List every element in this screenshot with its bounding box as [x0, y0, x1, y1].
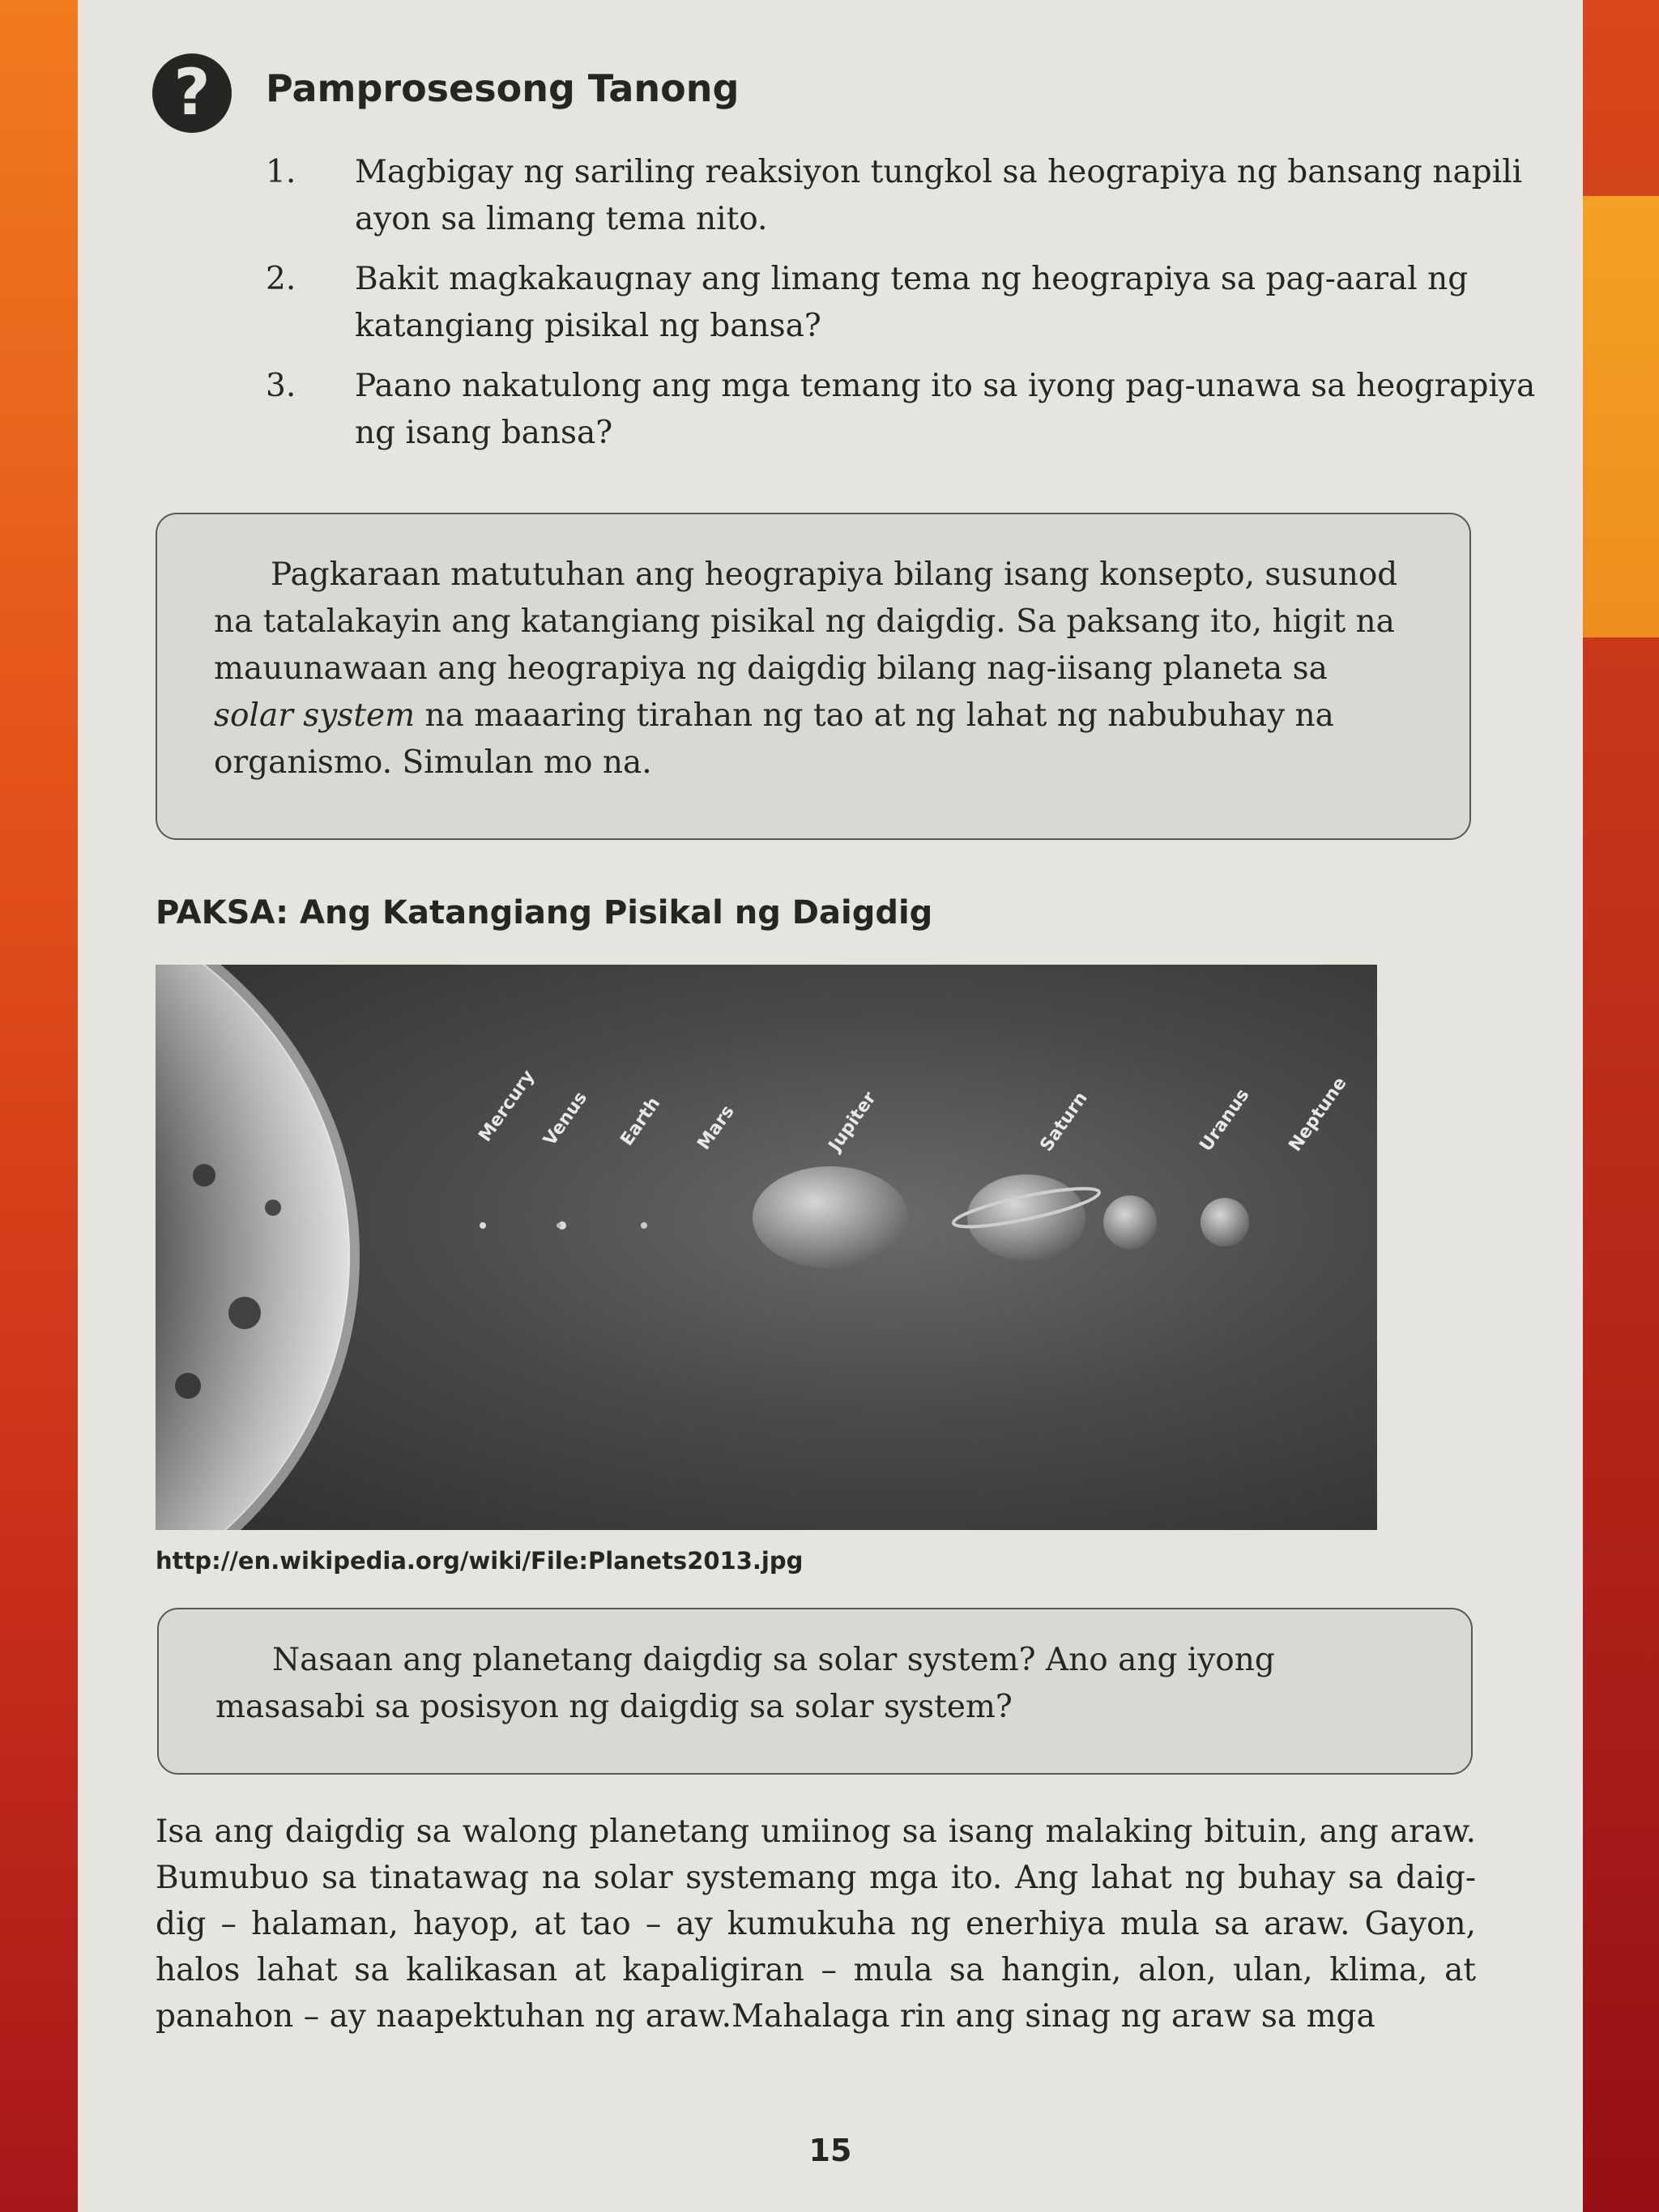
solar-system-illustration	[156, 965, 1377, 1530]
planet-label-earth: Earth	[616, 1093, 665, 1150]
mars-planet	[641, 1222, 647, 1229]
uranus-planet	[1103, 1196, 1157, 1249]
background-accent-tab	[1581, 196, 1659, 637]
saturn-planet	[967, 1174, 1085, 1260]
sun-crater	[175, 1373, 201, 1399]
question-number: 2.	[266, 261, 296, 297]
section-title: Pamprosesong Tanong	[266, 66, 740, 110]
planet-label-uranus: Uranus	[1196, 1085, 1254, 1156]
sun-shape	[156, 965, 350, 1530]
question-text: Magbigay ng sariling reaksiyon tungkol sa heograpiya ng bansang napili ayon sa limang tema nito.	[355, 154, 1523, 237]
planet-label-saturn: Saturn	[1036, 1088, 1092, 1156]
mercury-planet	[480, 1222, 486, 1229]
planet-label-mercury: Mercury	[475, 1066, 539, 1146]
body-paragraph: Isa ang daigdig sa walong planetang umiinog sa isang malaking bituin, ang araw. Bumubuo sa tinatawag na solar systemang mga ito. Ang lahat ng buhay sa daig-dig – halaman, hayop, at tao – ay kumukuha ng enerhiya mula sa araw. Gayon, halos lahat sa kalikasan at kapaligiran – mula sa hangin, alon, ulan, klima, at panahon – ay naapektuhan ng araw.Mahalaga rin ang sinag ng araw sa mga	[156, 1813, 1476, 2035]
planet-label-neptune: Neptune	[1285, 1073, 1351, 1156]
question-item	[266, 363, 1554, 457]
question-box-text: Nasaan ang planetang daigdig sa solar system? Ano ang iyong masasabi sa posisyon ng daigdig sa solar system?	[215, 1642, 1275, 1725]
planet-label-venus: Venus	[539, 1088, 592, 1150]
earth-planet	[557, 1223, 561, 1228]
image-source-caption: http://en.wikipedia.org/wiki/File:Planets2013.jpg	[156, 1547, 804, 1575]
intro-text-italic: solar system	[214, 697, 416, 734]
page-number: 15	[808, 2133, 852, 2168]
intro-box	[156, 513, 1471, 840]
sun-crater	[193, 1164, 215, 1187]
question-list	[266, 149, 1554, 470]
topic-title: PAKSA: Ang Katangiang Pisikal ng Daigdig	[156, 894, 933, 931]
jupiter-planet	[753, 1166, 908, 1268]
question-item	[266, 149, 1554, 243]
question-mark-icon: ?	[152, 53, 232, 133]
solar-system-image	[156, 965, 1377, 1530]
question-number: 3.	[266, 368, 296, 404]
question-text: Bakit magkakaugnay ang limang tema ng heograpiya sa pag-aaral ng katangiang pisikal ng bansa?	[355, 261, 1469, 344]
sun-crater	[265, 1200, 281, 1216]
intro-text-end: na maaaring tirahan ng tao at ng lahat ng nabubuhay na organismo. Simulan mo na.	[214, 697, 1334, 781]
neptune-planet	[1201, 1198, 1249, 1247]
question-box	[157, 1608, 1473, 1775]
question-text: Paano nakatulong ang mga temang ito sa iyong pag-unawa sa heograpiya ng isang bansa?	[355, 368, 1536, 451]
sun-crater	[228, 1297, 261, 1329]
question-item	[266, 256, 1554, 350]
question-number: 1.	[266, 154, 296, 190]
intro-paragraph	[214, 552, 1413, 786]
planet-label-mars: Mars	[693, 1102, 739, 1154]
intro-text-start: Pagkaraan matutuhan ang heograpiya bilang isang konsepto, susunod na tatalakayin ang katangiang pisikal ng daigdig. Sa paksang ito, higit na mauunawaan ang heograpiya ng daigdig bilang nag-iisang planeta sa	[214, 556, 1398, 687]
planet-label-jupiter: Jupiter	[825, 1088, 881, 1156]
book-page	[78, 0, 1583, 2212]
